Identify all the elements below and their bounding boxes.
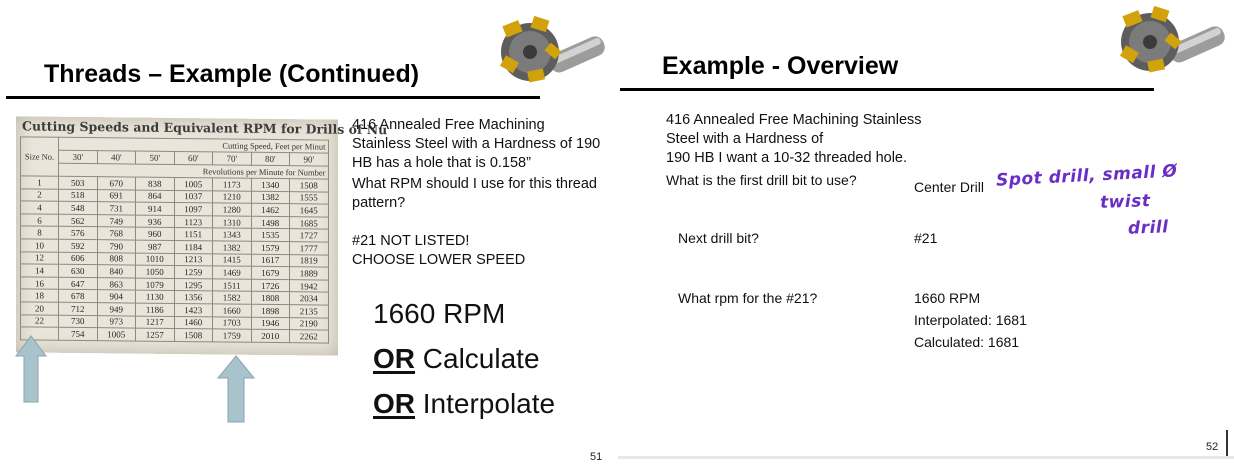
handwritten-note: twist	[1099, 191, 1151, 213]
cutting-speed-header: Cutting Speed, Feet per Minut	[59, 137, 329, 153]
rpm-cell: 1005	[97, 328, 136, 341]
rpm-cell: 606	[59, 252, 98, 265]
size-cell: 20	[21, 302, 59, 315]
rpm-cell: 1217	[136, 316, 175, 329]
rpm-cell: 863	[97, 277, 136, 290]
speed-column-header: 30'	[59, 150, 98, 163]
rpm-cell: 1685	[290, 216, 329, 229]
rpm-cell: 904	[97, 290, 136, 303]
size-cell: 10	[21, 239, 59, 252]
choose-lower-speed-note: CHOOSE LOWER SPEED	[352, 252, 526, 268]
size-cell: 8	[21, 226, 59, 239]
rpm-cell: 960	[136, 227, 175, 240]
rpm-cell: 2010	[251, 329, 290, 342]
rpm-cell: 731	[97, 202, 136, 215]
rpm-cell: 749	[97, 214, 136, 227]
rpm-cell: 936	[136, 215, 175, 228]
size-cell: 6	[21, 214, 59, 227]
rpm-cell: 840	[97, 265, 136, 278]
problem-question: What RPM should I use for this thread pattern?	[352, 176, 597, 211]
rpm-cell: 790	[97, 240, 136, 253]
rpm-cell: 1295	[174, 278, 213, 291]
rpm-cell: 1280	[213, 203, 252, 216]
rpm-cell: 754	[59, 327, 98, 340]
rpm-cell: 838	[136, 177, 175, 190]
rpm-cell: 592	[59, 239, 98, 252]
rpm-cell: 1942	[290, 279, 329, 292]
rpm-cell: 1555	[290, 191, 329, 204]
size-cell: 16	[21, 277, 59, 290]
rpm-cell: 518	[59, 189, 98, 202]
problem-description: 416 Annealed Free Machining Stainless Steel with a Hardness of	[666, 112, 922, 147]
rpm-cell: 1511	[213, 279, 252, 292]
problem-description: 416 Annealed Free Machining Stainless Steel with a Hardness of 190 HB has a hole that is 0.158”	[352, 117, 601, 171]
rpm-cell: 2034	[290, 292, 329, 305]
rpm-cell: 1186	[136, 303, 175, 316]
calculate-option	[373, 343, 540, 375]
rpm-cell: 1579	[251, 241, 290, 254]
size-cell: 1	[21, 176, 59, 189]
cutting-speed-table	[20, 136, 329, 343]
milling-cutter-icon	[1114, 4, 1230, 78]
rpm-cell: 1173	[213, 178, 252, 191]
answer-next-drill: #21	[914, 230, 938, 246]
cutting-speed-table-photo	[16, 116, 388, 355]
rpm-cell: 973	[97, 315, 136, 328]
rpm-cell: 1726	[251, 279, 290, 292]
rpm-cell: 1508	[290, 179, 329, 192]
size-cell: 12	[21, 251, 59, 264]
title-divider	[620, 88, 1154, 91]
rpm-cell: 1727	[290, 229, 329, 242]
rpm-cell: 1508	[174, 329, 213, 342]
rpm-cell: 1645	[290, 204, 329, 217]
title-divider	[6, 96, 540, 99]
rpm-cell: 1582	[213, 291, 252, 304]
rpm-cell: 630	[59, 264, 98, 277]
rpm-cell: 1535	[251, 229, 290, 242]
rpm-cell: 712	[59, 302, 98, 315]
size-cell: 2	[21, 188, 59, 201]
handwritten-note: drill	[1127, 217, 1169, 239]
rpm-cell: 1010	[136, 253, 175, 266]
rpm-cell: 768	[97, 227, 136, 240]
rpm-cell: 1123	[174, 215, 213, 228]
rpm-cell: 678	[59, 290, 98, 303]
speed-column-header: 60'	[174, 151, 213, 164]
rpm-header: Revolutions per Minute for Number	[59, 163, 329, 179]
slide-bottom-edge	[618, 456, 1234, 459]
rpm-cell: 1037	[174, 190, 213, 203]
rpm-cell: 1808	[251, 292, 290, 305]
rpm-cell: 1340	[251, 178, 290, 191]
rpm-cell: 691	[97, 189, 136, 202]
arrow-up-icon	[16, 336, 46, 402]
table-photo-title: Cutting Speeds and Equivalent RPM for Drills of Nu	[22, 118, 388, 138]
size-cell: 4	[21, 201, 59, 214]
rpm-cell: 1819	[290, 254, 329, 267]
size-cell: 18	[21, 289, 59, 302]
rpm-cell: 1382	[213, 241, 252, 254]
rpm-cell: 949	[97, 303, 136, 316]
rpm-answer: 1660 RPM	[373, 298, 506, 329]
rpm-cell: 1460	[174, 316, 213, 329]
rpm-cell: 1050	[136, 265, 175, 278]
rpm-cell: 864	[136, 190, 175, 203]
rpm-cell: 2190	[290, 317, 329, 330]
rpm-cell: 1005	[174, 177, 213, 190]
calculate-label: Calculate	[422, 343, 540, 374]
speed-column-header: 50'	[136, 151, 175, 164]
rpm-cell: 1310	[213, 216, 252, 229]
rpm-cell: 1130	[136, 290, 175, 303]
speed-column-header: 80'	[251, 152, 290, 165]
rpm-cell: 1679	[251, 266, 290, 279]
rpm-cell: 647	[59, 277, 98, 290]
or-label: OR	[373, 343, 415, 374]
speed-column-header: 40'	[97, 151, 136, 164]
slide-title: Threads – Example (Continued)	[44, 60, 420, 88]
page-number: 51	[590, 451, 603, 463]
rpm-cell: 2262	[290, 330, 329, 343]
rpm-cell: 1382	[251, 191, 290, 204]
rpm-cell: 808	[97, 252, 136, 265]
table-body	[21, 176, 329, 343]
rpm-cell: 2135	[290, 305, 329, 318]
milling-cutter-icon	[494, 14, 610, 88]
interpolate-option	[373, 388, 555, 420]
size-cell: 22	[21, 314, 59, 327]
interpolate-label: Interpolate	[422, 388, 556, 419]
page-number: 52	[1206, 441, 1219, 453]
answer-rpm: 1660 RPM	[914, 290, 981, 306]
rpm-cell: 576	[59, 227, 98, 240]
question-rpm: What rpm for the #21?	[678, 290, 818, 306]
speed-column-header: 90'	[290, 153, 329, 166]
rpm-cell: 503	[59, 176, 98, 189]
rpm-cell: 1462	[251, 203, 290, 216]
rpm-cell: 730	[59, 315, 98, 328]
rpm-cell: 1469	[213, 266, 252, 279]
rpm-cell: 1889	[290, 267, 329, 280]
rpm-cell: 1498	[251, 216, 290, 229]
size-cell: 14	[21, 264, 59, 277]
hole-requirement: 190 HB I want a 10-32 threaded hole.	[666, 150, 908, 166]
slide-title: Example - Overview	[662, 52, 899, 80]
table-row	[21, 327, 329, 343]
size-column-header: Size No.	[21, 137, 59, 176]
question-first-drill: What is the first drill bit to use?	[666, 172, 857, 188]
question-next-drill: Next drill bit?	[678, 230, 759, 246]
rpm-cell: 1777	[290, 242, 329, 255]
handwritten-note: Spot drill, small Ø	[995, 161, 1178, 191]
rpm-cell: 1213	[174, 253, 213, 266]
rpm-cell: 1703	[213, 316, 252, 329]
rpm-cell: 1356	[174, 291, 213, 304]
arrow-up-icon	[218, 356, 254, 422]
rpm-cell: 1898	[251, 304, 290, 317]
not-listed-note: #21 NOT LISTED!	[352, 233, 470, 249]
answer-calculated: Calculated: 1681	[914, 334, 1020, 350]
speed-column-header: 70'	[213, 152, 252, 165]
rpm-cell: 1210	[213, 190, 252, 203]
answer-interpolated: Interpolated: 1681	[914, 312, 1027, 328]
rpm-cell: 1184	[174, 240, 213, 253]
rpm-cell: 1423	[174, 303, 213, 316]
rpm-cell: 987	[136, 240, 175, 253]
rpm-cell: 1415	[213, 253, 252, 266]
rpm-cell: 1617	[251, 254, 290, 267]
rpm-cell: 562	[59, 214, 98, 227]
answer-first-drill: Center Drill	[914, 179, 985, 195]
or-label: OR	[373, 388, 415, 419]
slide-51	[0, 0, 612, 464]
rpm-cell: 1946	[251, 317, 290, 330]
rpm-cell: 1759	[213, 329, 252, 342]
rpm-cell: 914	[136, 202, 175, 215]
rpm-cell: 1257	[136, 328, 175, 341]
page-marker-bar	[1226, 430, 1228, 458]
rpm-cell: 1079	[136, 278, 175, 291]
rpm-cell: 1259	[174, 266, 213, 279]
rpm-cell: 1151	[174, 228, 213, 241]
rpm-cell: 670	[97, 177, 136, 190]
rpm-cell: 1097	[174, 203, 213, 216]
rpm-cell: 1660	[213, 304, 252, 317]
slide-52	[618, 0, 1234, 464]
rpm-cell: 548	[59, 201, 98, 214]
rpm-cell: 1343	[213, 228, 252, 241]
